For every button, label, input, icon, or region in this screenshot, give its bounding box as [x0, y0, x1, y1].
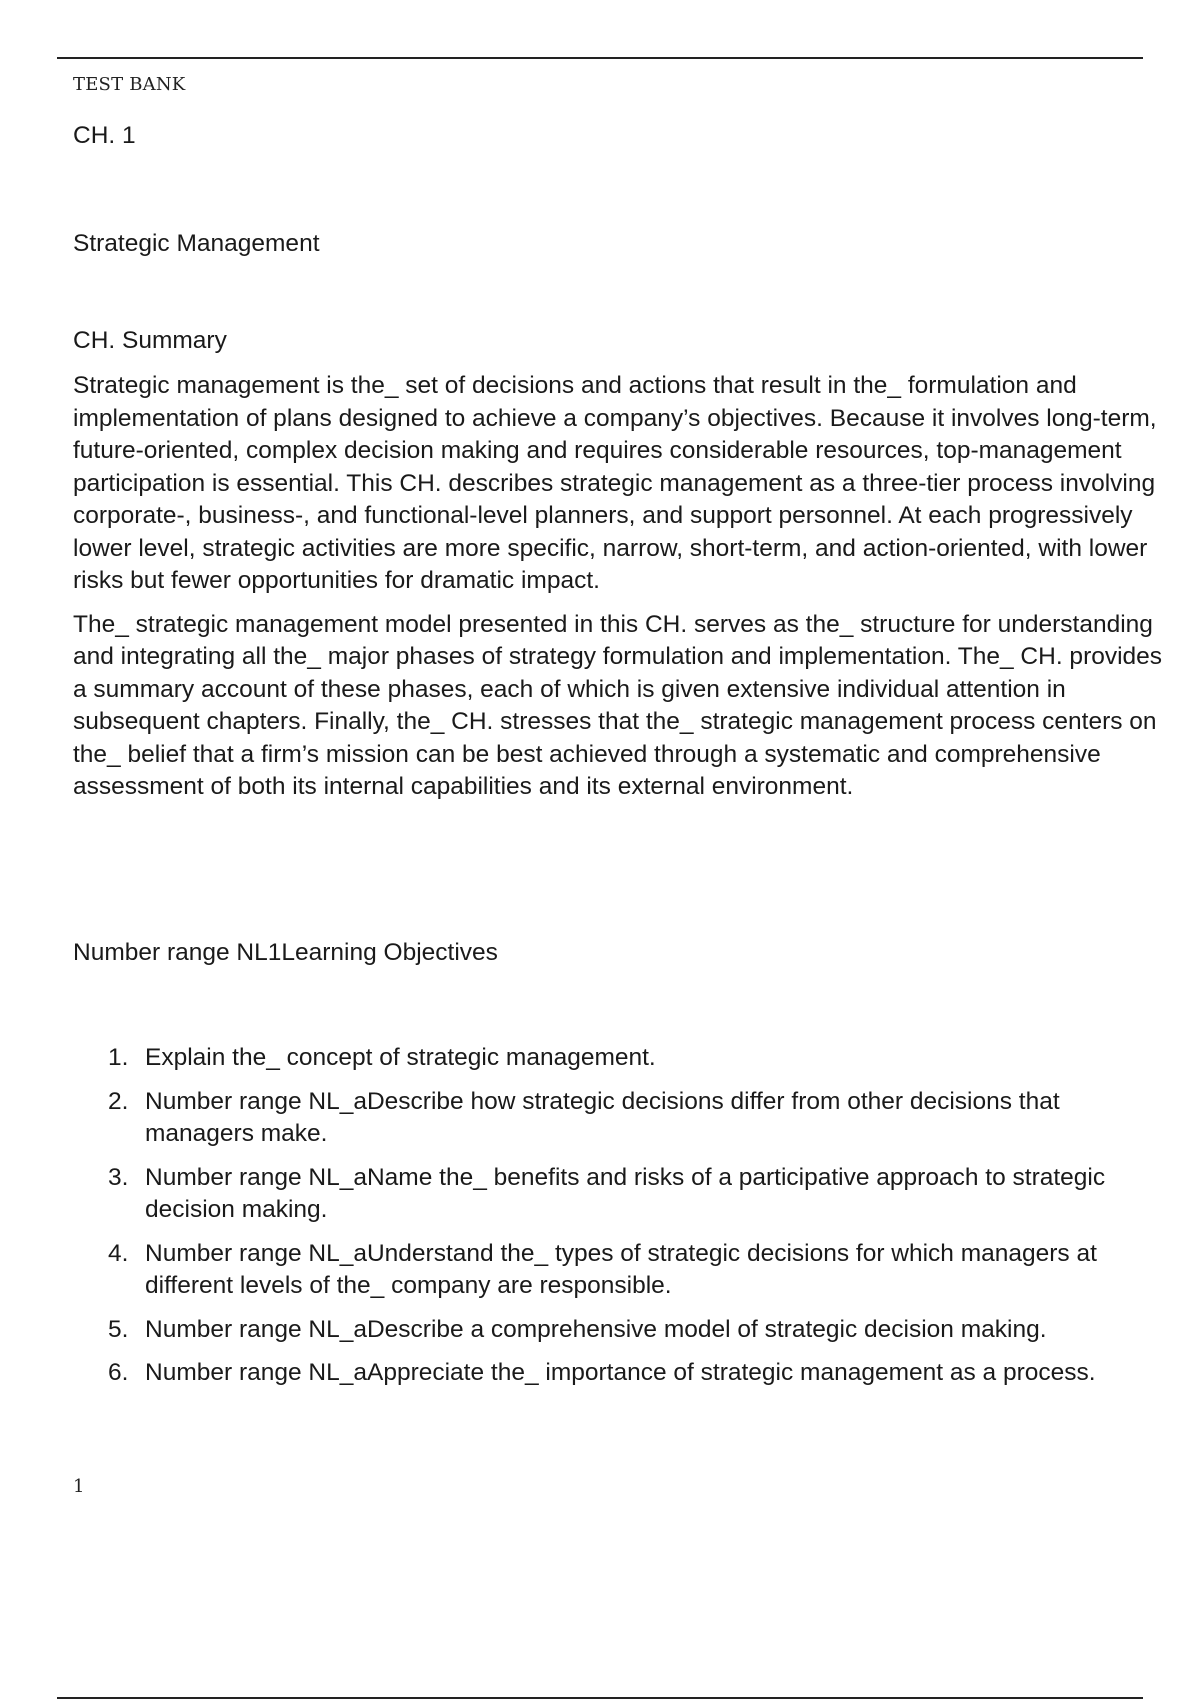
objective-text: Explain the_ concept of strategic management.	[145, 1044, 656, 1071]
objective-number: 2.	[108, 1087, 129, 1115]
objective-text: Number range NL_aDescribe how strategic decisions differ from other decisions that managers make.	[145, 1087, 1060, 1147]
summary-heading: CH. Summary	[73, 327, 227, 354]
objective-item	[108, 1314, 1168, 1347]
objective-text: Number range NL_aAppreciate the_ importance of strategic management as a process.	[145, 1359, 1096, 1386]
objective-number: 5.	[108, 1315, 129, 1343]
objective-item	[108, 1162, 1168, 1227]
objective-number: 6.	[108, 1359, 129, 1386]
objective-text: Number range NL_aName the_ benefits and risks of a participative approach to strategic decision making.	[145, 1163, 1106, 1223]
objective-item	[108, 1086, 1168, 1151]
objective-number: 1.	[108, 1044, 129, 1071]
objective-item	[108, 1238, 1168, 1303]
page-number: 1	[73, 1476, 85, 1497]
objective-item	[108, 1042, 1168, 1075]
objectives-list	[108, 1042, 1168, 1401]
header-label: TEST BANK	[73, 74, 186, 95]
objective-number: 3.	[108, 1163, 129, 1191]
summary-paragraph: The_ strategic management model presented in this CH. serves as the_ structure for understanding and integrating all the_ major phases of strategy formulation and implementation. The_ CH. provides a summary account of these phases, each of which is given extensive individual attention in subsequent chapters. Finally, the_ CH. stresses that the_ strategic management process centers on the_ belief that a firm’s mission can be best achieved through a systematic and comprehensive assessment of both its internal capabilities and its external environment.	[73, 610, 1163, 800]
objective-item	[108, 1357, 1168, 1390]
top-rule	[57, 57, 1143, 59]
objective-text: Number range NL_aDescribe a comprehensive model of strategic decision making.	[145, 1315, 1047, 1343]
chapter-number: CH. 1	[73, 122, 136, 149]
bottom-rule	[57, 1697, 1143, 1699]
page-content	[73, 120, 1173, 1386]
chapter-title: Strategic Management	[73, 230, 320, 257]
summary-paragraph: Strategic management is the_ set of decisions and actions that result in the_ formulation and implementation of plans designed to achieve a company’s objectives. Because it involves long-term, future-oriented, complex decision making and requires considerable resources, top-management participation is essential. This CH. describes strategic management as a three-tier process involving corporate-, business-, and functional-level planners, and support personnel. At each progressively lower level, strategic activities are more specific, narrow, short-term, and action-oriented, with lower risks but fewer opportunities for dramatic impact.	[73, 372, 1157, 594]
objective-number: 4.	[108, 1239, 129, 1267]
objective-text: Number range NL_aUnderstand the_ types of strategic decisions for which managers at different levels of the_ company are responsible.	[145, 1239, 1097, 1299]
summary-section	[73, 370, 1173, 815]
objectives-heading: Number range NL1Learning Objectives	[73, 939, 498, 966]
